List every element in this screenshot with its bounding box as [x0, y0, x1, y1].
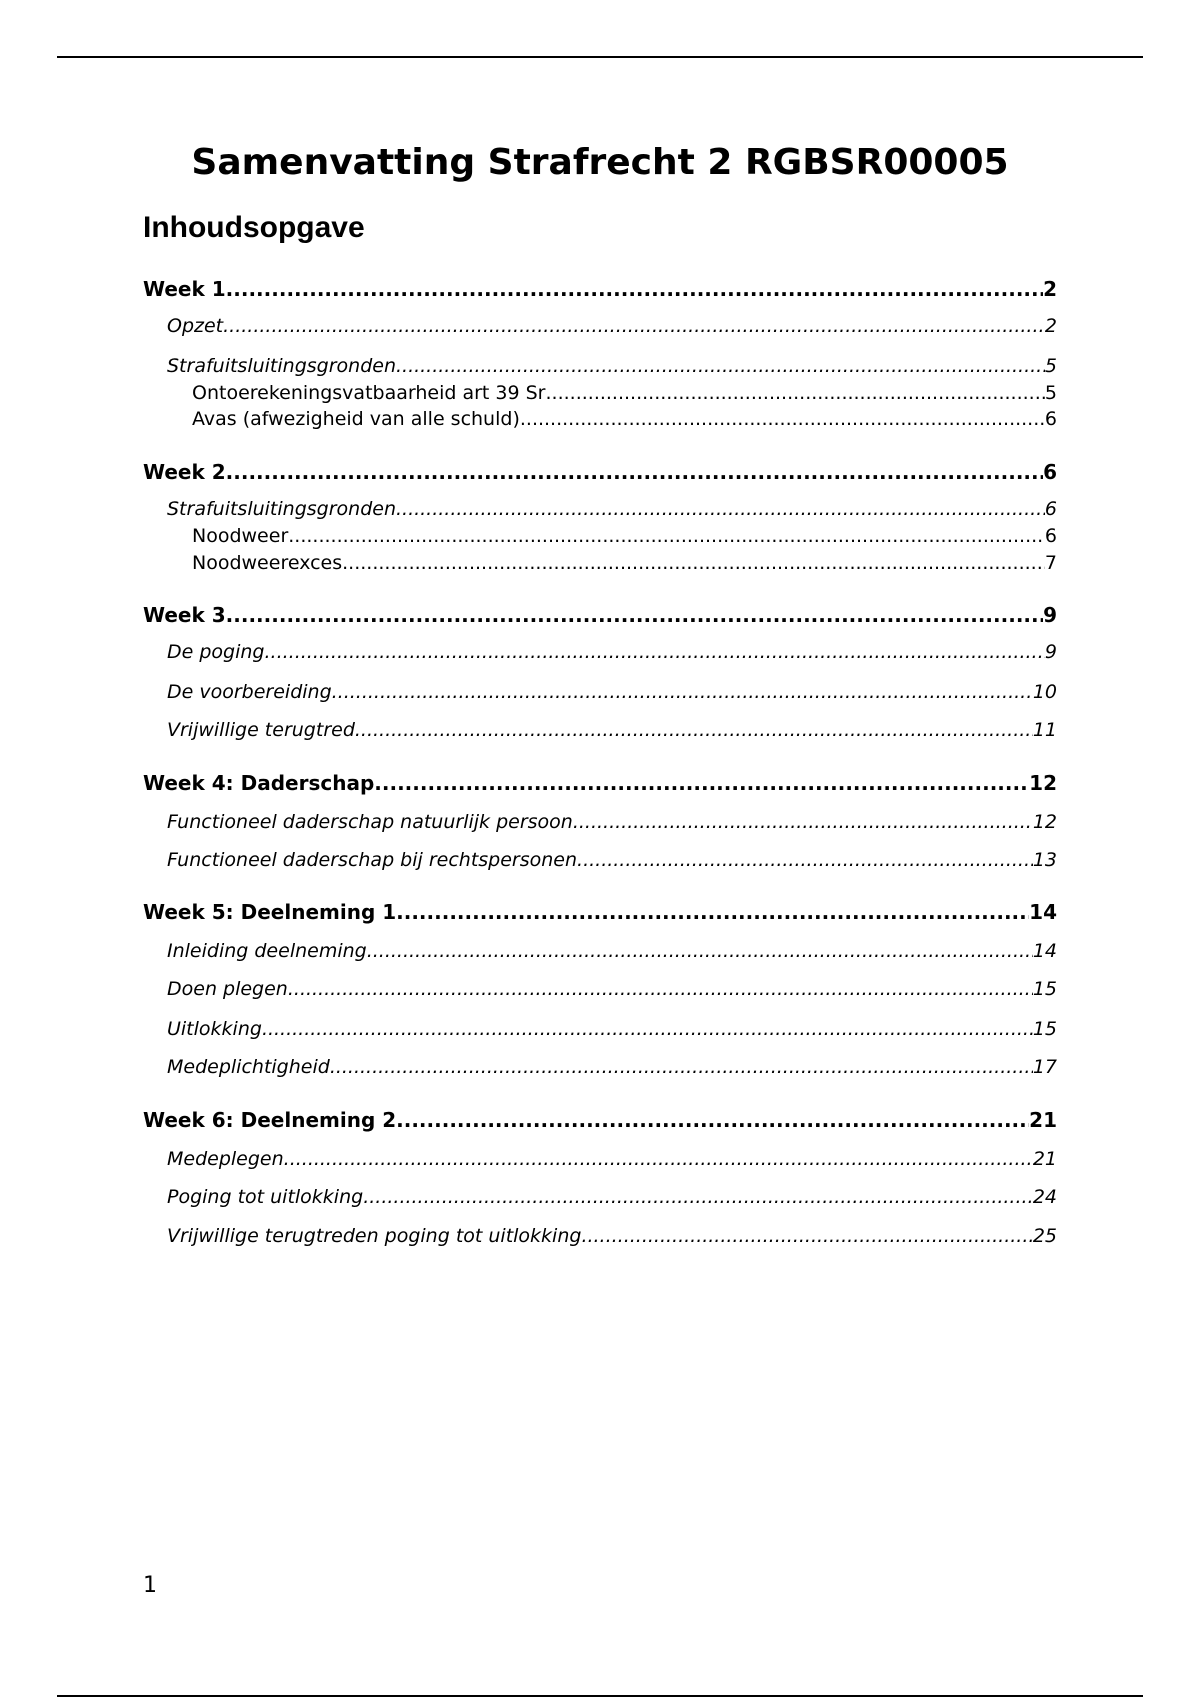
toc-entry-label: Noodweer: [192, 525, 289, 547]
toc-entry-page: 15: [1032, 978, 1057, 1000]
toc-entry-inleiding-deelneming[interactable]: [143, 939, 1057, 963]
toc-entry-page: 9: [1043, 603, 1057, 627]
toc-entry-page: 6: [1044, 498, 1057, 520]
toc-entry-ontoerekeningsvatbaarheid[interactable]: [143, 381, 1057, 405]
toc-entry-noodweer[interactable]: [143, 524, 1057, 548]
toc-entry-uitlokking[interactable]: [143, 1017, 1057, 1041]
toc-entry-label: Doen plegen: [167, 978, 288, 1000]
toc-entry-page: 6: [1044, 525, 1057, 547]
dot-leader: [520, 407, 1045, 431]
dot-leader: [223, 314, 1045, 338]
toc-entry-strafuitsluitingsgronden[interactable]: [143, 354, 1057, 378]
toc-entry-label: Avas (afwezigheid van alle schuld): [192, 408, 520, 430]
toc-entry-page: 6: [1044, 408, 1057, 430]
toc-entry-week-3[interactable]: [143, 602, 1057, 628]
dot-leader: [262, 1017, 1033, 1041]
toc-entry-page: 2: [1044, 315, 1057, 337]
toc-entry-label: Ontoerekeningsvatbaarheid art 39 Sr: [192, 382, 546, 404]
toc-entry-avas[interactable]: [143, 407, 1057, 431]
toc-entry-label: Week 1: [143, 277, 226, 301]
toc-entry-week-5[interactable]: [143, 899, 1057, 925]
toc-entry-functioneel-daderschap-rechtspersonen[interactable]: [143, 848, 1057, 872]
toc-entry-week-4[interactable]: [143, 770, 1057, 796]
toc-entry-page: 12: [1029, 771, 1057, 795]
toc-entry-poging-tot-uitlokking[interactable]: [143, 1185, 1057, 1209]
toc-entry-label: Week 4: Daderschap: [143, 771, 375, 795]
dot-leader: [330, 1055, 1033, 1079]
toc-entry-label: De poging: [167, 641, 265, 663]
toc-entry-label: Week 5: Deelneming 1: [143, 900, 397, 924]
page-number: 1: [143, 1573, 157, 1598]
dot-leader: [367, 939, 1033, 963]
toc-entry-week-1[interactable]: [143, 276, 1057, 302]
toc-entry-label: Inleiding deelneming: [167, 940, 367, 962]
toc-entry-page: 5: [1044, 355, 1057, 377]
toc-entry-label: Medeplegen: [167, 1148, 284, 1170]
toc-entry-label: Opzet: [167, 315, 224, 337]
toc-heading: Inhoudsopgave: [143, 211, 365, 244]
dot-leader: [581, 1224, 1032, 1248]
toc-entry-label: Uitlokking: [167, 1018, 262, 1040]
toc-entry-page: 7: [1044, 552, 1057, 574]
toc-entry-opzet[interactable]: [143, 314, 1057, 338]
toc-entry-vrijwillige-terugtred[interactable]: [143, 718, 1057, 742]
dot-leader: [226, 459, 1043, 485]
toc-entry-label: Week 6: Deelneming 2: [143, 1108, 397, 1132]
toc-entry-label: Poging tot uitlokking: [167, 1186, 364, 1208]
dot-leader: [573, 810, 1033, 834]
dot-leader: [284, 1147, 1033, 1171]
toc-entry-page: 14: [1029, 900, 1057, 924]
toc-entry-label: Week 3: [143, 603, 226, 627]
toc-entry-doen-plegen[interactable]: [143, 977, 1057, 1001]
toc-entry-vrijwillige-terugtreden-poging[interactable]: [143, 1224, 1057, 1248]
toc-entry-page: 25: [1032, 1225, 1057, 1247]
dot-leader: [577, 848, 1033, 872]
dot-leader: [226, 602, 1043, 628]
toc-entry-de-voorbereiding[interactable]: [143, 680, 1057, 704]
dot-leader: [396, 354, 1045, 378]
toc-entry-page: 9: [1044, 641, 1057, 663]
dot-leader: [226, 276, 1043, 302]
toc-entry-page: 21: [1032, 1148, 1057, 1170]
toc-entry-page: 2: [1043, 277, 1057, 301]
toc-entry-label: De voorbereiding: [167, 681, 332, 703]
toc-entry-medeplichtigheid[interactable]: [143, 1055, 1057, 1079]
toc-entry-de-poging[interactable]: [143, 640, 1057, 664]
toc-entry-page: 21: [1029, 1108, 1057, 1132]
toc-entry-week-6[interactable]: [143, 1107, 1057, 1133]
dot-leader: [396, 1107, 1029, 1133]
dot-leader: [342, 551, 1045, 575]
toc-entry-medeplegen[interactable]: [143, 1147, 1057, 1171]
dot-leader: [288, 977, 1033, 1001]
dot-leader: [396, 497, 1045, 521]
dot-leader: [396, 899, 1029, 925]
toc-entry-functioneel-daderschap-natuurlijk-persoon[interactable]: [143, 810, 1057, 834]
header-rule: [57, 56, 1143, 58]
toc-entry-noodweerexces[interactable]: [143, 551, 1057, 575]
toc-entry-label: Functioneel daderschap bij rechtspersonen: [167, 849, 578, 871]
toc-entry-label: Medeplichtigheid: [167, 1056, 330, 1078]
document-title: Samenvatting Strafrecht 2 RGBSR00005: [191, 142, 1009, 183]
toc-entry-page: 14: [1032, 940, 1057, 962]
toc-entry-page: 5: [1044, 382, 1057, 404]
dot-leader: [363, 1185, 1033, 1209]
dot-leader: [265, 640, 1045, 664]
footer-rule: [57, 1695, 1143, 1697]
toc-entry-label: Functioneel daderschap natuurlijk persoon: [167, 811, 573, 833]
toc-entry-label: Strafuitsluitingsgronden: [167, 355, 396, 377]
toc-entry-page: 17: [1032, 1056, 1057, 1078]
toc-entry-label: Vrijwillige terugtred: [167, 719, 355, 741]
toc-entry-page: 10: [1032, 681, 1057, 703]
dot-leader: [355, 718, 1033, 742]
dot-leader: [546, 381, 1045, 405]
toc-entry-strafuitsluitingsgronden[interactable]: [143, 497, 1057, 521]
toc-entry-page: 11: [1032, 719, 1057, 741]
toc-entry-label: Noodweerexces: [192, 552, 343, 574]
toc-entry-page: 15: [1032, 1018, 1057, 1040]
dot-leader: [332, 680, 1033, 704]
toc-entry-page: 13: [1032, 849, 1057, 871]
dot-leader: [374, 770, 1029, 796]
toc-entry-page: 12: [1032, 811, 1057, 833]
toc-entry-page: 6: [1043, 460, 1057, 484]
dot-leader: [288, 524, 1045, 548]
toc-entry-label: Vrijwillige terugtreden poging tot uitlokking: [167, 1225, 582, 1247]
toc-entry-page: 24: [1032, 1186, 1057, 1208]
toc-entry-label: Strafuitsluitingsgronden: [167, 498, 396, 520]
toc-entry-week-2[interactable]: [143, 459, 1057, 485]
toc-entry-label: Week 2: [143, 460, 226, 484]
